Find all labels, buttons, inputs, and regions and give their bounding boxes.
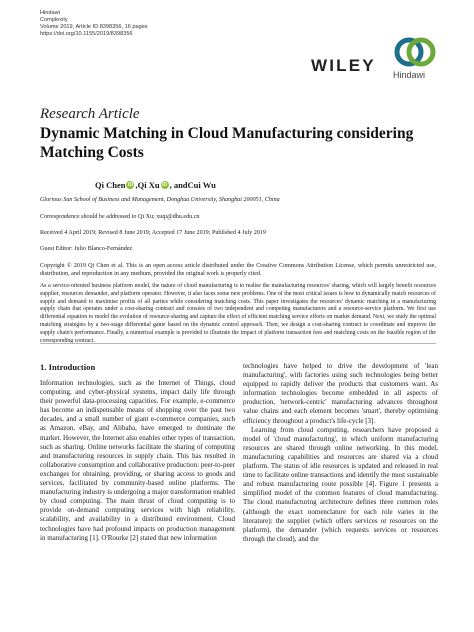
body-column-left — [40, 379, 235, 543]
article-type: Research Article — [40, 106, 140, 122]
body-column-right — [243, 362, 438, 544]
abstract: As a service-oriented business platform model, the nature of cloud manufacturing is to realise the manufacturing resources' sharing, which will largely benefit resources supplier, resources demander, and platform operator. However, it also faces some new problems. One of the most critical issues is how to dynamically match resources of supply and demand to maximise profits of all parties while considering matching costs. This paper investigates the resources' dynamic matching in a manufacturing supply chain that operates under a cost-sharing contract and consists of two independent and competing manufacturers and a resource-service platform. We first use differential equation to model the evolution of resource-sharing and capture the effect of efficient matching service efforts on market demand. Next, we study the optimal matching strategies by a two-stage differential game based on the dynamic control approach. Then, we design a cost-sharing contract to coordinate and improve the supply chain's performance. Finally, a numerical example is provided to illustrate the impact of platform transaction fees and matching costs on the feasible region of the corresponding contract. — [40, 283, 436, 344]
volume-line: Volume 2019, Article ID 8398356, 16 pages — [40, 24, 148, 31]
guest-editor: Guest Editor: Julio Blanco-Fernández — [40, 246, 133, 252]
orcid-icon[interactable]: iD — [162, 182, 168, 188]
section-divider — [40, 343, 436, 344]
journal-title: Complexity — [40, 17, 68, 24]
copyright-notice: Copyright © 2019 Qi Chen et al. This is an open access article distributed under the Creative Commons Attribution License, which permits unrestricted use, distribution, and reproduction in any medium, provided the original work is properly cited. — [40, 263, 436, 277]
orcid-icon[interactable]: iD — [127, 182, 133, 188]
author-list — [95, 180, 216, 190]
journal-meta — [40, 10, 148, 38]
publisher-logo: WILEY — [311, 56, 376, 75]
author-separator: , and — [169, 180, 188, 190]
author-name[interactable]: Qi Chen — [95, 180, 126, 190]
hindawi-wordmark: Hindawi — [393, 70, 426, 80]
author-name[interactable]: Qi Xu — [137, 180, 160, 190]
body-paragraph: technologies have helped to drive the development of 'lean manufacturing', with factories using such technologies being better equipped to rapidly deliver the products that customers want. As information technologies become embedded in all aspects of production, 'network-centric' manufacturing advances throughout value chains and each element becomes 'smart', thereby optimising efficiency throughout a product's life-cycle [3]. — [243, 362, 438, 425]
correspondence: Correspondence should be addressed to Qi Xu; xuqi@dhu.edu.cn — [40, 214, 200, 220]
journal-name: Hindawi — [40, 10, 60, 16]
article-title: Dynamic Matching in Cloud Manufacturing considering Matching Costs — [40, 125, 414, 161]
doi-link[interactable]: https://doi.org/10.1155/2019/8398356 — [40, 31, 133, 38]
hindawi-logo-icon — [392, 34, 438, 74]
body-paragraph: Learning from cloud computing, researchers have proposed a model of 'cloud manufacturing', in which uniform manufacturing resources are shared through online networking. In this model, manufacturing capabilities and resources are shared via a cloud platform. The status of idle resources is updated and released in real time to facilitate online transactions and identify the most sustainable and robust manufacturing route possible [4]. Figure 1 presents a simplified model of the common features of cloud manufacturing. The cloud manufacturing architecture defines three common roles (although the exact nomenclature for each role varies in the literature): the supplier (which offers services or resources on the platform), the demander (which requests services or resources through the cloud), and the — [243, 425, 438, 543]
section-heading: 1. Introduction — [40, 362, 96, 372]
publication-dates: Received 4 April 2019; Revised 8 June 2019; Accepted 17 June 2019; Published 4 July 2019 — [40, 230, 266, 236]
author-separator: , — [135, 180, 138, 190]
affiliation: Glorious Sun School of Business and Management, Donghua University, Shanghai 200051, China — [40, 197, 280, 203]
body-paragraph: Information technologies, such as the Internet of Things, cloud computing, and cyber-physical systems, impact daily life through their powerful data-processing capacities. For example, e-commerce has become an indispensable means of shopping over the past two decades, and a small number of giant e-commerce companies, such as Amazon, eBay, and Alibaba, have emerged to dominate the market. However, the Internet also enables other types of transaction, such as sharing. Online networks facilitate the sharing of computing and manufacturing resources in supply chain. This has resulted in collaborative consumption and collaborative production: peer-to-peer exchanges for obtaining, providing, or sharing access to goods and services, facilitated by community-based online platforms. The manufacturing industry is undergoing a major transformation enabled by cloud computing. The main thrust of cloud computing is to provide on-demand computing services with high reliability, scalability, and availability in a distributed environment. Cloud technologies have had profound impacts on production management in manufacturing [1]. O'Rourke [2] stated that new information — [40, 379, 235, 542]
author-name[interactable]: Cui Wu — [187, 180, 216, 190]
